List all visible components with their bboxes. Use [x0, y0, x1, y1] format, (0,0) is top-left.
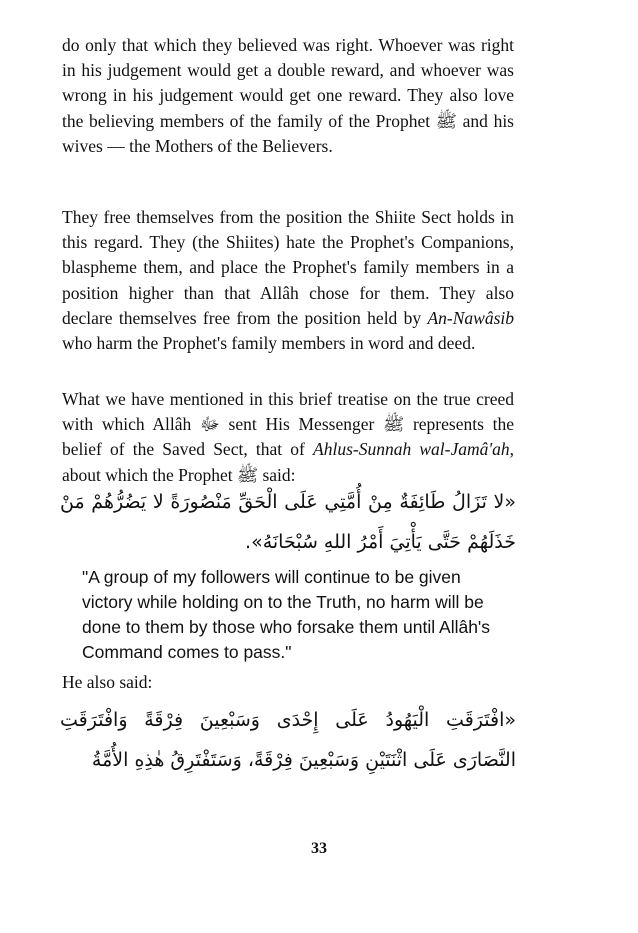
italic-term: Ahlus-Sunnah wal-Jamâ'ah [313, 439, 510, 460]
paragraph-text: , about which the Prophet ﷺ said: [62, 439, 515, 485]
paragraph-text: do only that which they believed was right. Whoever was right in his judgement would get a double reward, and whoever was wrong in his judgement would get one reward. They also love the believing members of the family of the Prophet ﷺ and his wives — the Mothers of the Believers. [62, 35, 514, 156]
paragraph-text: They free themselves from the position the Shiite Sect holds in this regard. They (the Shiites) hate the Prophet's Companions, blaspheme them, and place the Prophet's family members in a position higher than that Allâh chose for them. They also declare themselves free from the position held by [62, 207, 514, 328]
paragraph-saved-sect [62, 387, 514, 488]
paragraph-shiite-position [62, 205, 514, 356]
arabic-hadith-victorious-group: «لا تَزَالُ طَائِفَةٌ مِنْ أُمَّتِي عَلَى الْحَقِّ مَنْصُورَةً لا يَضُرُّهُمْ مَنْ خَذَلَهُمْ حَتَّى يَأْتِيَ أَمْرُ اللهِ سُبْحَانَهُ». [60, 491, 516, 553]
arabic-hadith-sects: «افْتَرَقَتِ الْيَهُودُ عَلَى إِحْدَى وَسَبْعِينَ فِرْقَةً وَافْتَرَقَتِ النَّصَارَى عَلَى اثْنَتَيْنِ وَسَبْعِينَ فِرْقَةً، وَسَتَفْتَرِقُ هٰذِهِ الأُمَّةُ [60, 709, 516, 771]
paragraph-sahabah-judgement [62, 33, 514, 159]
hadith-translation-quote: "A group of my followers will continue to be given victory while holding on to the Truth, no harm will be done to them by those who forsake them until Allâh's Command comes to pass." [82, 567, 491, 662]
he-also-said-text: He also said: [62, 672, 153, 692]
paragraph-text: who harm the Prophet's family members in word and deed. [62, 333, 476, 354]
page-number: 33 [311, 840, 327, 857]
italic-term: An-Nawâsib [427, 307, 514, 328]
paragraph-text: What we have mentioned in this brief treatise on the true creed with which Allâh ﷻ sent His Messenger ﷺ represents the belief of the Saved Sect, that of [62, 389, 515, 460]
